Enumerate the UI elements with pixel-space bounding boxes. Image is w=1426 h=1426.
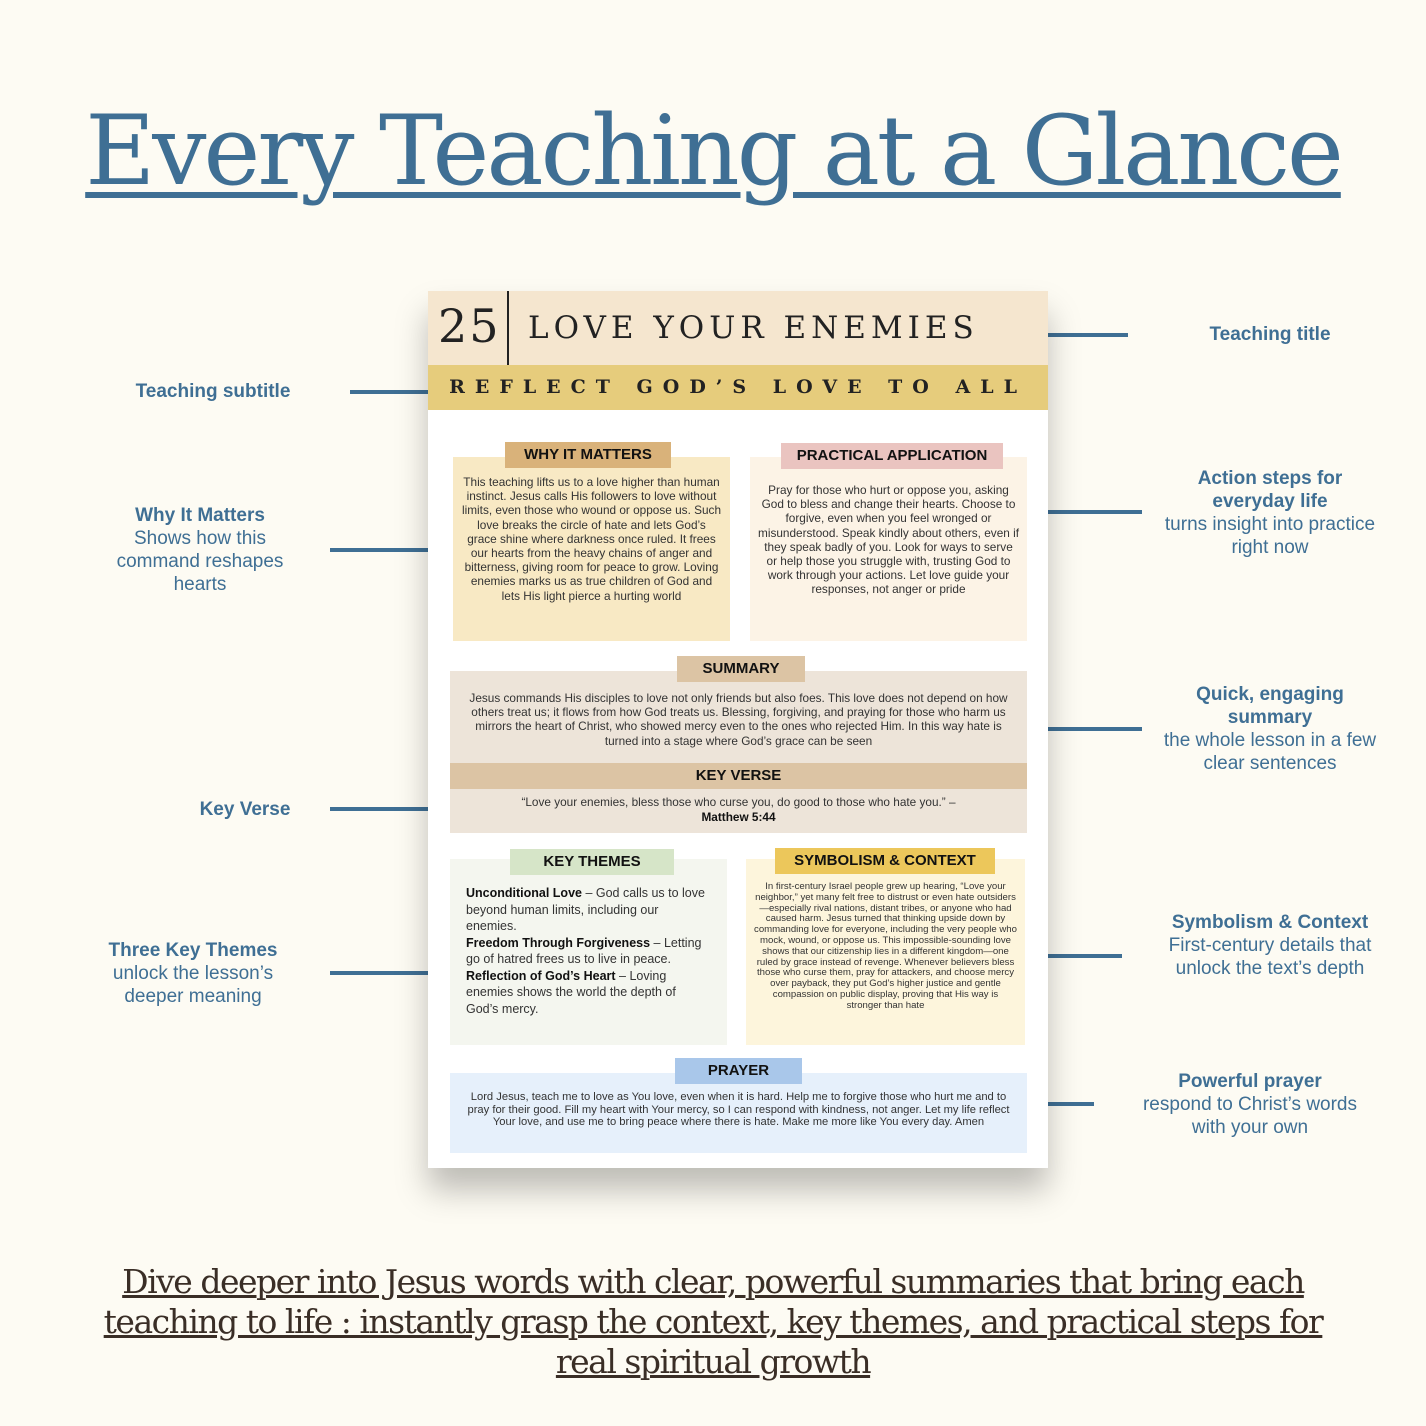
- symbolism-label: SYMBOLISM & CONTEXT: [775, 848, 995, 874]
- annotation-teaching-subtitle: Teaching subtitle: [135, 381, 291, 402]
- page-headline: Every Teaching at a Glance: [85, 95, 1341, 207]
- connector-line: [330, 807, 430, 811]
- summary-text: Jesus commands His disciples to love not only friends but also foes. This love does not depend on how others treat us; it flows from how God treats us. Blessing, forgiving, and praying for those who harm us mirrors the heart of Christ, who showed mercy even to the ones who rejected Him. In this way hate is turned into a stage where God’s grace can be seen: [469, 691, 1008, 748]
- annotation-summary: [1160, 683, 1380, 775]
- annotation-title: Why It Matters: [135, 505, 265, 526]
- annotation-text: unlock the lesson’s deeper meaning: [112, 963, 274, 1007]
- symbolism-box: In first-century Israel people grew up hearing, “Love your neighbor,” yet many felt free to distrust or even hate outsiders—especially rival nations, distant tribes, or anyone who had caused harm. Jesus turned that thinking upside down by commanding love for everyone, including the very people who mock, wound, or oppose us. This impossible-sounding love shows that our citizenship lies in a different kingdom—one ruled by grace instead of revenge. Whenever believers bless those who curse them, pray for attackers, and choose mercy over payback, they put God’s higher justice and gentle compassion on public display, proving that His way is stronger than hate: [746, 859, 1025, 1045]
- connector-line: [1048, 1102, 1094, 1106]
- theme-text: – God calls us to love beyond human limits, including our enemies.: [466, 886, 705, 933]
- connector-line: [330, 548, 430, 552]
- theme-item: [466, 935, 711, 968]
- connector-line: [1048, 954, 1122, 958]
- annotation-symbolism: [1150, 911, 1390, 980]
- key-themes-box: [450, 859, 727, 1045]
- annotation-key-themes: [90, 939, 296, 1008]
- why-it-matters-label: WHY IT MATTERS: [505, 442, 671, 468]
- annotation-text: First-century details that unlock the text’s depth: [1168, 935, 1372, 979]
- annotation-title: Powerful prayer: [1178, 1071, 1322, 1092]
- summary-label: SUMMARY: [677, 656, 805, 682]
- teaching-title: LOVE YOUR ENEMIES: [528, 310, 979, 346]
- key-themes-label: KEY THEMES: [510, 849, 674, 875]
- call-to-action-text: Dive deeper into Jesus words with clear, powerful summaries that bring each teaching to life : instantly grasp the context, key themes, and practical steps for real spiritual growth: [103, 1262, 1323, 1381]
- theme-item: [466, 968, 711, 1018]
- annotation-text: Shows how this command reshapes hearts: [116, 528, 284, 595]
- key-verse-reference: Matthew 5:44: [701, 810, 776, 824]
- theme-name: Unconditional Love: [466, 886, 582, 900]
- connector-line: [1048, 727, 1142, 731]
- prayer-label: PRAYER: [675, 1058, 802, 1084]
- theme-text: – Letting go of hatred frees us to live in peace.: [466, 935, 702, 966]
- divider: [507, 291, 509, 365]
- annotation-text: turns insight into practice right now: [1164, 514, 1376, 558]
- annotation-why-it-matters: [100, 504, 300, 596]
- practical-application-label: PRACTICAL APPLICATION: [781, 443, 1003, 469]
- connector-line: [350, 390, 430, 394]
- annotation-text: the whole lesson in a few clear sentences: [1163, 730, 1377, 774]
- connector-line: [1048, 510, 1142, 514]
- key-verse-label: KEY VERSE: [450, 763, 1027, 789]
- practical-application-box: Pray for those who hurt or oppose you, asking God to bless and change their hearts. Choose to forgive, even when you feel wronged or misunderstood. Speak kindly about others, even if they speak badly of you. Look for ways to serve or help those you struggle with, trusting God to work through your actions. Let love guide your responses, not anger or pride: [750, 457, 1027, 641]
- teaching-subtitle: REFLECT GOD’S LOVE TO ALL: [428, 365, 1048, 410]
- key-verse-text: “Love your enemies, bless those who curse you, do good to those who hate you.” –: [521, 795, 956, 809]
- summary-box: [450, 671, 1027, 833]
- teaching-number: 25: [438, 299, 501, 353]
- theme-name: Freedom Through Forgiveness: [466, 935, 651, 950]
- theme-item: [466, 885, 711, 935]
- prayer-box: Lord Jesus, teach me to love as You love, even when it is hard. Help me to forgive those who hurt me and to pray for their good. Fill my heart with Your mercy, so I can respond with kindness, not anger. Let my life reflect Your love, and use me to bring peace where there is hate. Make me more like You every day. Amen: [450, 1073, 1027, 1153]
- theme-name: Reflection of God’s Heart: [466, 968, 616, 983]
- theme-text: – Loving enemies shows the world the depth of God’s mercy.: [466, 968, 676, 1016]
- connector-line: [1048, 333, 1128, 337]
- annotation-key-verse: Key Verse: [199, 799, 291, 820]
- connector-line: [330, 971, 430, 975]
- annotation-title: Action steps for everyday life: [1197, 468, 1343, 512]
- teaching-sheet: [428, 291, 1048, 1168]
- why-it-matters-box: This teaching lifts us to a love higher than human instinct. Jesus calls His followers to love without limits, even those who wound or oppose us. Such love breaks the circle of hate and lets God’s grace shine where darkness once ruled. It frees our hearts from the heavy chains of anger and bitterness, giving room for peace to grow. Loving enemies marks us as true children of God and lets His light pierce a hurting world: [453, 457, 730, 641]
- annotation-action-steps: [1160, 467, 1380, 559]
- annotation-title: Three Key Themes: [108, 940, 278, 961]
- annotation-teaching-title: Teaching title: [1209, 324, 1331, 345]
- sheet-header: [428, 291, 1048, 365]
- annotation-title: Quick, engaging summary: [1196, 684, 1344, 728]
- annotation-prayer: [1140, 1070, 1360, 1139]
- annotation-title: Symbolism & Context: [1171, 912, 1369, 933]
- annotation-text: respond to Christ’s words with your own: [1142, 1094, 1358, 1138]
